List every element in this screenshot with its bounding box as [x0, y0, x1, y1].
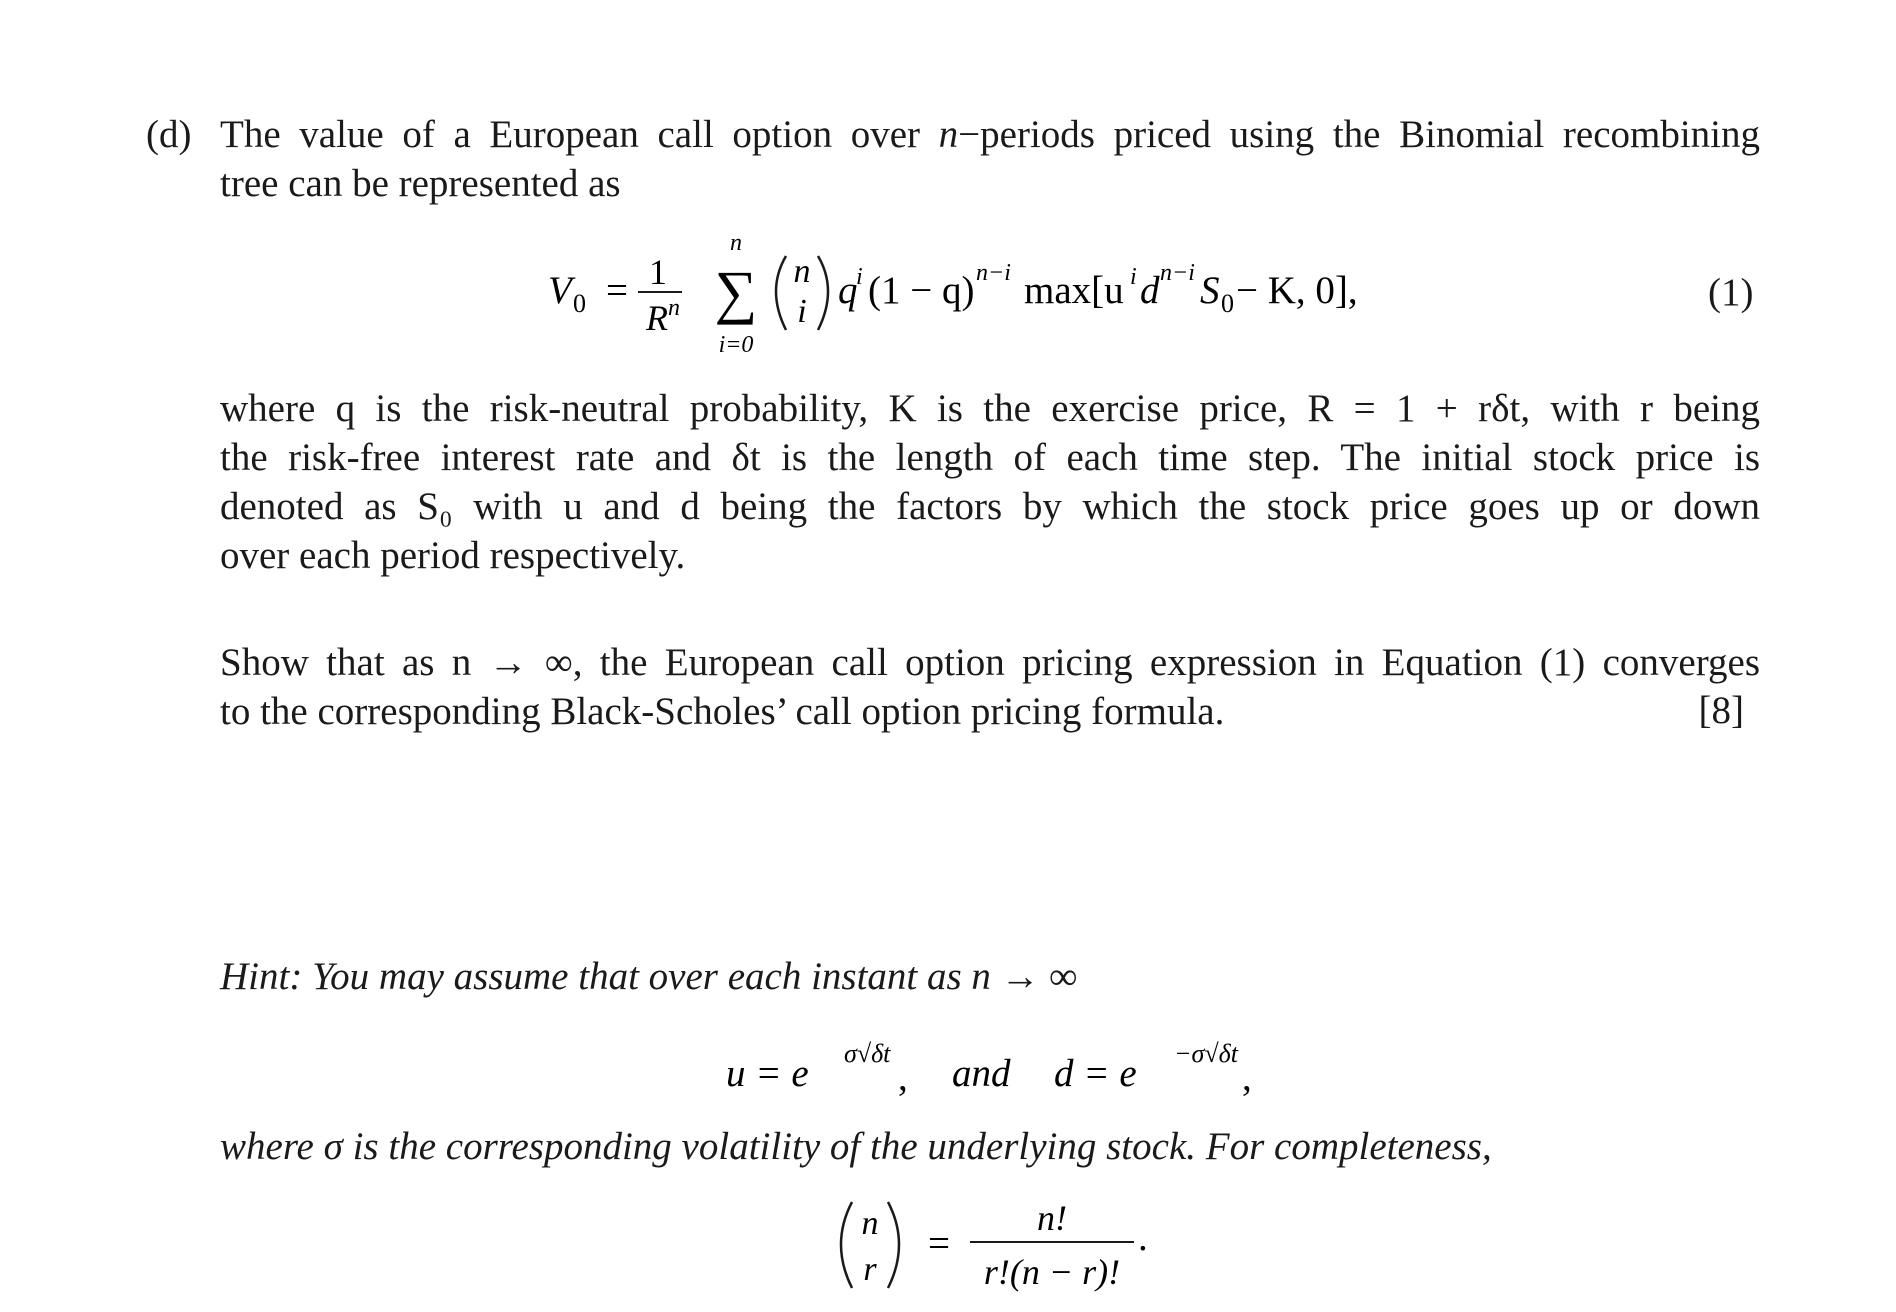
eq1-tail: − K, 0], [1236, 269, 1358, 312]
eq1-s: S [1200, 269, 1220, 312]
eq1-d: d [1140, 269, 1160, 312]
hint-u-exp: σ√δt [844, 1039, 891, 1068]
intro-line-2: tree can be represented as [220, 162, 621, 205]
hint-period: . [1138, 1216, 1148, 1259]
eq1-binom-left-paren [776, 256, 786, 330]
definitions-line-1: where q is the risk-neutral probability, K is the exercise price, R = 1 + rδt, with r being [220, 387, 1760, 430]
equation-1 [540, 230, 1460, 370]
eq1-d-sup: n−i [1160, 260, 1195, 286]
eq1-q: q [838, 269, 858, 312]
task-line-2: to the corresponding Black-Scholes’ call option pricing formula. [220, 690, 1225, 733]
hint-frac-den: r!(n − r)! [983, 1252, 1121, 1292]
eq1-one-minus-q: (1 − q) [868, 269, 975, 312]
equation-number: (1) [1708, 271, 1754, 314]
hint-d-eq: d = e [1054, 1052, 1137, 1095]
eq1-q-sup: i [856, 264, 863, 290]
hint-binom-left-paren [841, 1202, 852, 1288]
eq1-frac-den-sup: n [668, 295, 680, 321]
eq1-binom-top: n [793, 253, 811, 290]
eq1-frac-den: R [646, 298, 668, 338]
hint-and: and [952, 1052, 1011, 1095]
task-line-1: Show that as n → ∞, the European call option pricing expression in Equation (1) converges [220, 641, 1760, 684]
intro-line-1: The value of a European call option over n−periods priced using the Binomial recombining [220, 113, 1761, 156]
eq1-binom-bottom: i [797, 293, 807, 330]
hint-comma-1: , [898, 1056, 908, 1099]
eq1-u-sup: i [1130, 264, 1137, 290]
definitions-line-4: over each period respectively. [220, 534, 686, 577]
hint-comma-2: , [1242, 1056, 1252, 1099]
eq1-sum-bottom: i=0 [718, 332, 754, 358]
question-label: (d) [146, 113, 192, 156]
hint-line-3: where σ is the corresponding volatility of the underlying stock. For completeness, [220, 1125, 1492, 1168]
definitions-line-2: the risk-free interest rate and δt is the length of each time step. The initial stock price is [220, 436, 1760, 479]
hint-d-exp: −σ√δt [1174, 1039, 1238, 1068]
eq1-sum-top: n [730, 230, 742, 256]
eq1-max: max[u [1024, 269, 1124, 312]
intro-paragraph [220, 110, 1760, 208]
eq1-lhs: V [548, 269, 572, 312]
eq1-one-minus-q-sup: n−i [976, 260, 1011, 286]
hint-u-eq: u = e [726, 1052, 809, 1095]
hint-binom-bottom: r [863, 1251, 877, 1288]
hint-binom-equals: = [928, 1222, 950, 1265]
marks-badge: [8] [1698, 689, 1744, 732]
hint-binom-right-paren [888, 1202, 899, 1288]
intro-n: n [938, 113, 959, 156]
eq1-s-sub: 0 [1221, 289, 1234, 318]
hint-binom-top: n [861, 1205, 879, 1242]
task-paragraph [220, 638, 1760, 736]
eq1-equals: = [606, 269, 628, 312]
eq1-sum-symbol: ∑ [714, 259, 758, 325]
eq1-binom-right-paren [818, 256, 828, 330]
hint-line-1: Hint: You may assume that over each instant as n → ∞ [220, 955, 1078, 998]
hint-frac-num: n! [1037, 1198, 1067, 1238]
eq1-frac-num: 1 [649, 252, 667, 292]
hint-equation-ud [720, 1026, 1280, 1116]
hint-equation-binomial [830, 1190, 1170, 1310]
definitions-line-3: denoted as S₀ with u and d being the factors by which the stock price goes up or down [220, 485, 1760, 528]
definitions-paragraph [220, 384, 1760, 580]
eq1-lhs-sub: 0 [573, 289, 586, 318]
